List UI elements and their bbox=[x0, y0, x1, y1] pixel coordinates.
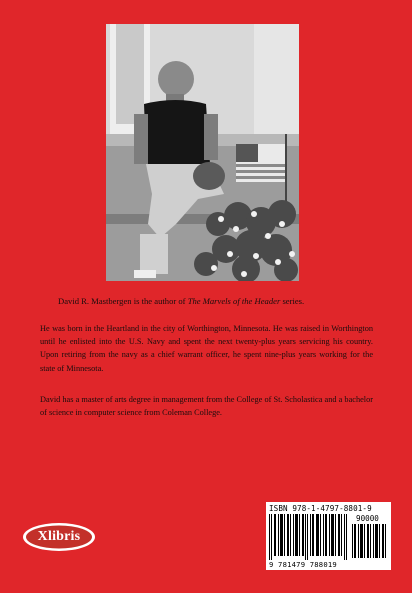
bio-paragraph-2: David has a master of arts degree in management from the College of St. Scholastica and a bachelor of science in computer science from Coleman College. bbox=[40, 395, 373, 418]
isbn-label: ISBN 978-1-4797-8801-9 bbox=[269, 504, 372, 513]
barcode-addon-number: 90000 bbox=[356, 514, 379, 523]
caption-prefix: David R. Mastbergen is the author of bbox=[58, 296, 188, 306]
barcode-number: 9 781479 788019 bbox=[269, 560, 337, 569]
publisher-logo bbox=[22, 522, 96, 552]
author-caption bbox=[58, 296, 388, 307]
publisher-logo-text: Xlibris bbox=[37, 529, 81, 544]
caption-suffix: series. bbox=[280, 296, 305, 306]
barcode-addon-bars bbox=[352, 524, 386, 558]
author-photo bbox=[106, 24, 299, 281]
isbn-barcode bbox=[266, 502, 391, 570]
barcode-bars bbox=[269, 514, 349, 560]
series-title: The Marvels of the Header bbox=[187, 296, 281, 306]
bio-paragraph-1: He was born in the Heartland in the city of Worthington, Minnesota. He was raised in Worthington until he enlisted into the U.S. Navy and spent the next twenty-plus years servicing his country. Upon retiring from the navy as a chief warrant officer, he spent nine-plus years working for the state of Minnesota. bbox=[40, 324, 373, 373]
